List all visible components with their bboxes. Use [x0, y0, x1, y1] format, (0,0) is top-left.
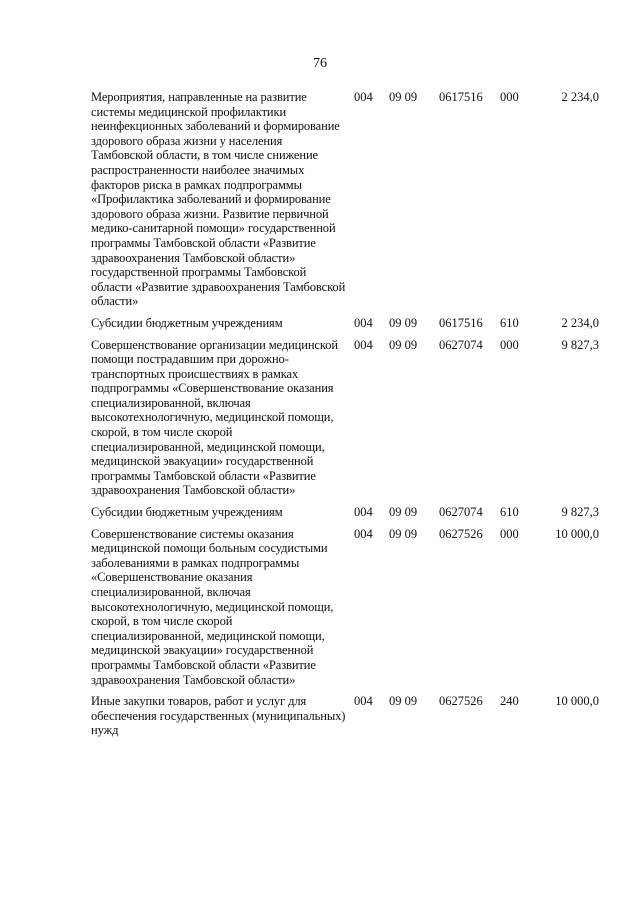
ministry-code: 004: [354, 505, 373, 520]
budget-table: [91, 90, 601, 745]
amount: 2 234,0: [561, 315, 599, 330]
target-code: 0627526: [439, 526, 483, 541]
target-code: 0627074: [439, 505, 483, 520]
table-row: [91, 338, 601, 499]
amount: 9 827,3: [561, 505, 599, 520]
section-code: 09 09: [389, 90, 418, 104]
section-code: 09 09: [389, 505, 418, 520]
expense-type-code: 000: [500, 90, 519, 104]
table-row: [91, 316, 601, 331]
ministry-code: 004: [354, 337, 373, 352]
amount: 2 234,0: [561, 90, 599, 104]
target-code: 0617516: [439, 90, 483, 104]
row-description: Субсидии бюджетным учреждениям: [91, 315, 283, 330]
section-code: 09 09: [389, 694, 418, 709]
row-description: Иные закупки товаров, работ и услуг для обеспечения государственных (муниципальных) нужд: [91, 694, 346, 738]
section-code: 09 09: [389, 337, 418, 352]
row-description: Совершенствование организации медицинской помощи пострадавшим при дорожно-транспортных происшествиях в рамках подпрограммы «Совершенствование оказания специализированной, включая высокотехнологичную, медицинской помощи, скорой, в том числе скорой специализированной, медицинской помощи, медицинской эвакуации» государственной программы Тамбовской области «Развитие здравоохранения Тамбовской области»: [91, 337, 338, 498]
section-code: 09 09: [389, 526, 418, 541]
amount: 10 000,0: [555, 694, 599, 709]
target-code: 0627074: [439, 337, 483, 352]
table-row: [91, 527, 601, 688]
table-row: [91, 90, 601, 309]
expense-type-code: 240: [500, 694, 519, 709]
ministry-code: 004: [354, 526, 373, 541]
ministry-code: 004: [354, 315, 373, 330]
table-row: [91, 505, 601, 520]
page-number: 76: [313, 56, 327, 71]
amount: 9 827,3: [561, 337, 599, 352]
ministry-code: 004: [354, 90, 373, 104]
ministry-code: 004: [354, 694, 373, 709]
expense-type-code: 000: [500, 337, 519, 352]
table-row: [91, 694, 601, 738]
row-description: Субсидии бюджетным учреждениям: [91, 505, 283, 520]
section-code: 09 09: [389, 315, 418, 330]
target-code: 0617516: [439, 315, 483, 330]
expense-type-code: 610: [500, 505, 519, 520]
target-code: 0627526: [439, 694, 483, 709]
row-description: Совершенствование системы оказания медицинской помощи больным сосудистыми заболеваниями в рамках подпрограммы «Совершенствование оказания специализированной, включая высокотехнологичную, медицинской помощи, скорой, в том числе скорой специализированной, медицинской помощи, медицинской эвакуации» государственной программы Тамбовской области «Развитие здравоохранения Тамбовской области»: [91, 526, 334, 687]
amount: 10 000,0: [555, 526, 599, 541]
expense-type-code: 000: [500, 526, 519, 541]
row-description: Мероприятия, направленные на развитие системы медицинской профилактики неинфекционных заболеваний и формирование здорового образа жизни у населения Тамбовской области, в том числе снижение распространенности наиболее значимых факторов риска в рамках подпрограммы «Профилактика заболеваний и формирование здорового образа жизни. Развитие первичной медико-санитарной помощи» государственной программы Тамбовской области «Развитие здравоохранения Тамбовской области» государственной программы Тамбовской области «Развитие здравоохранения Тамбовской области»: [91, 90, 346, 309]
expense-type-code: 610: [500, 315, 519, 330]
